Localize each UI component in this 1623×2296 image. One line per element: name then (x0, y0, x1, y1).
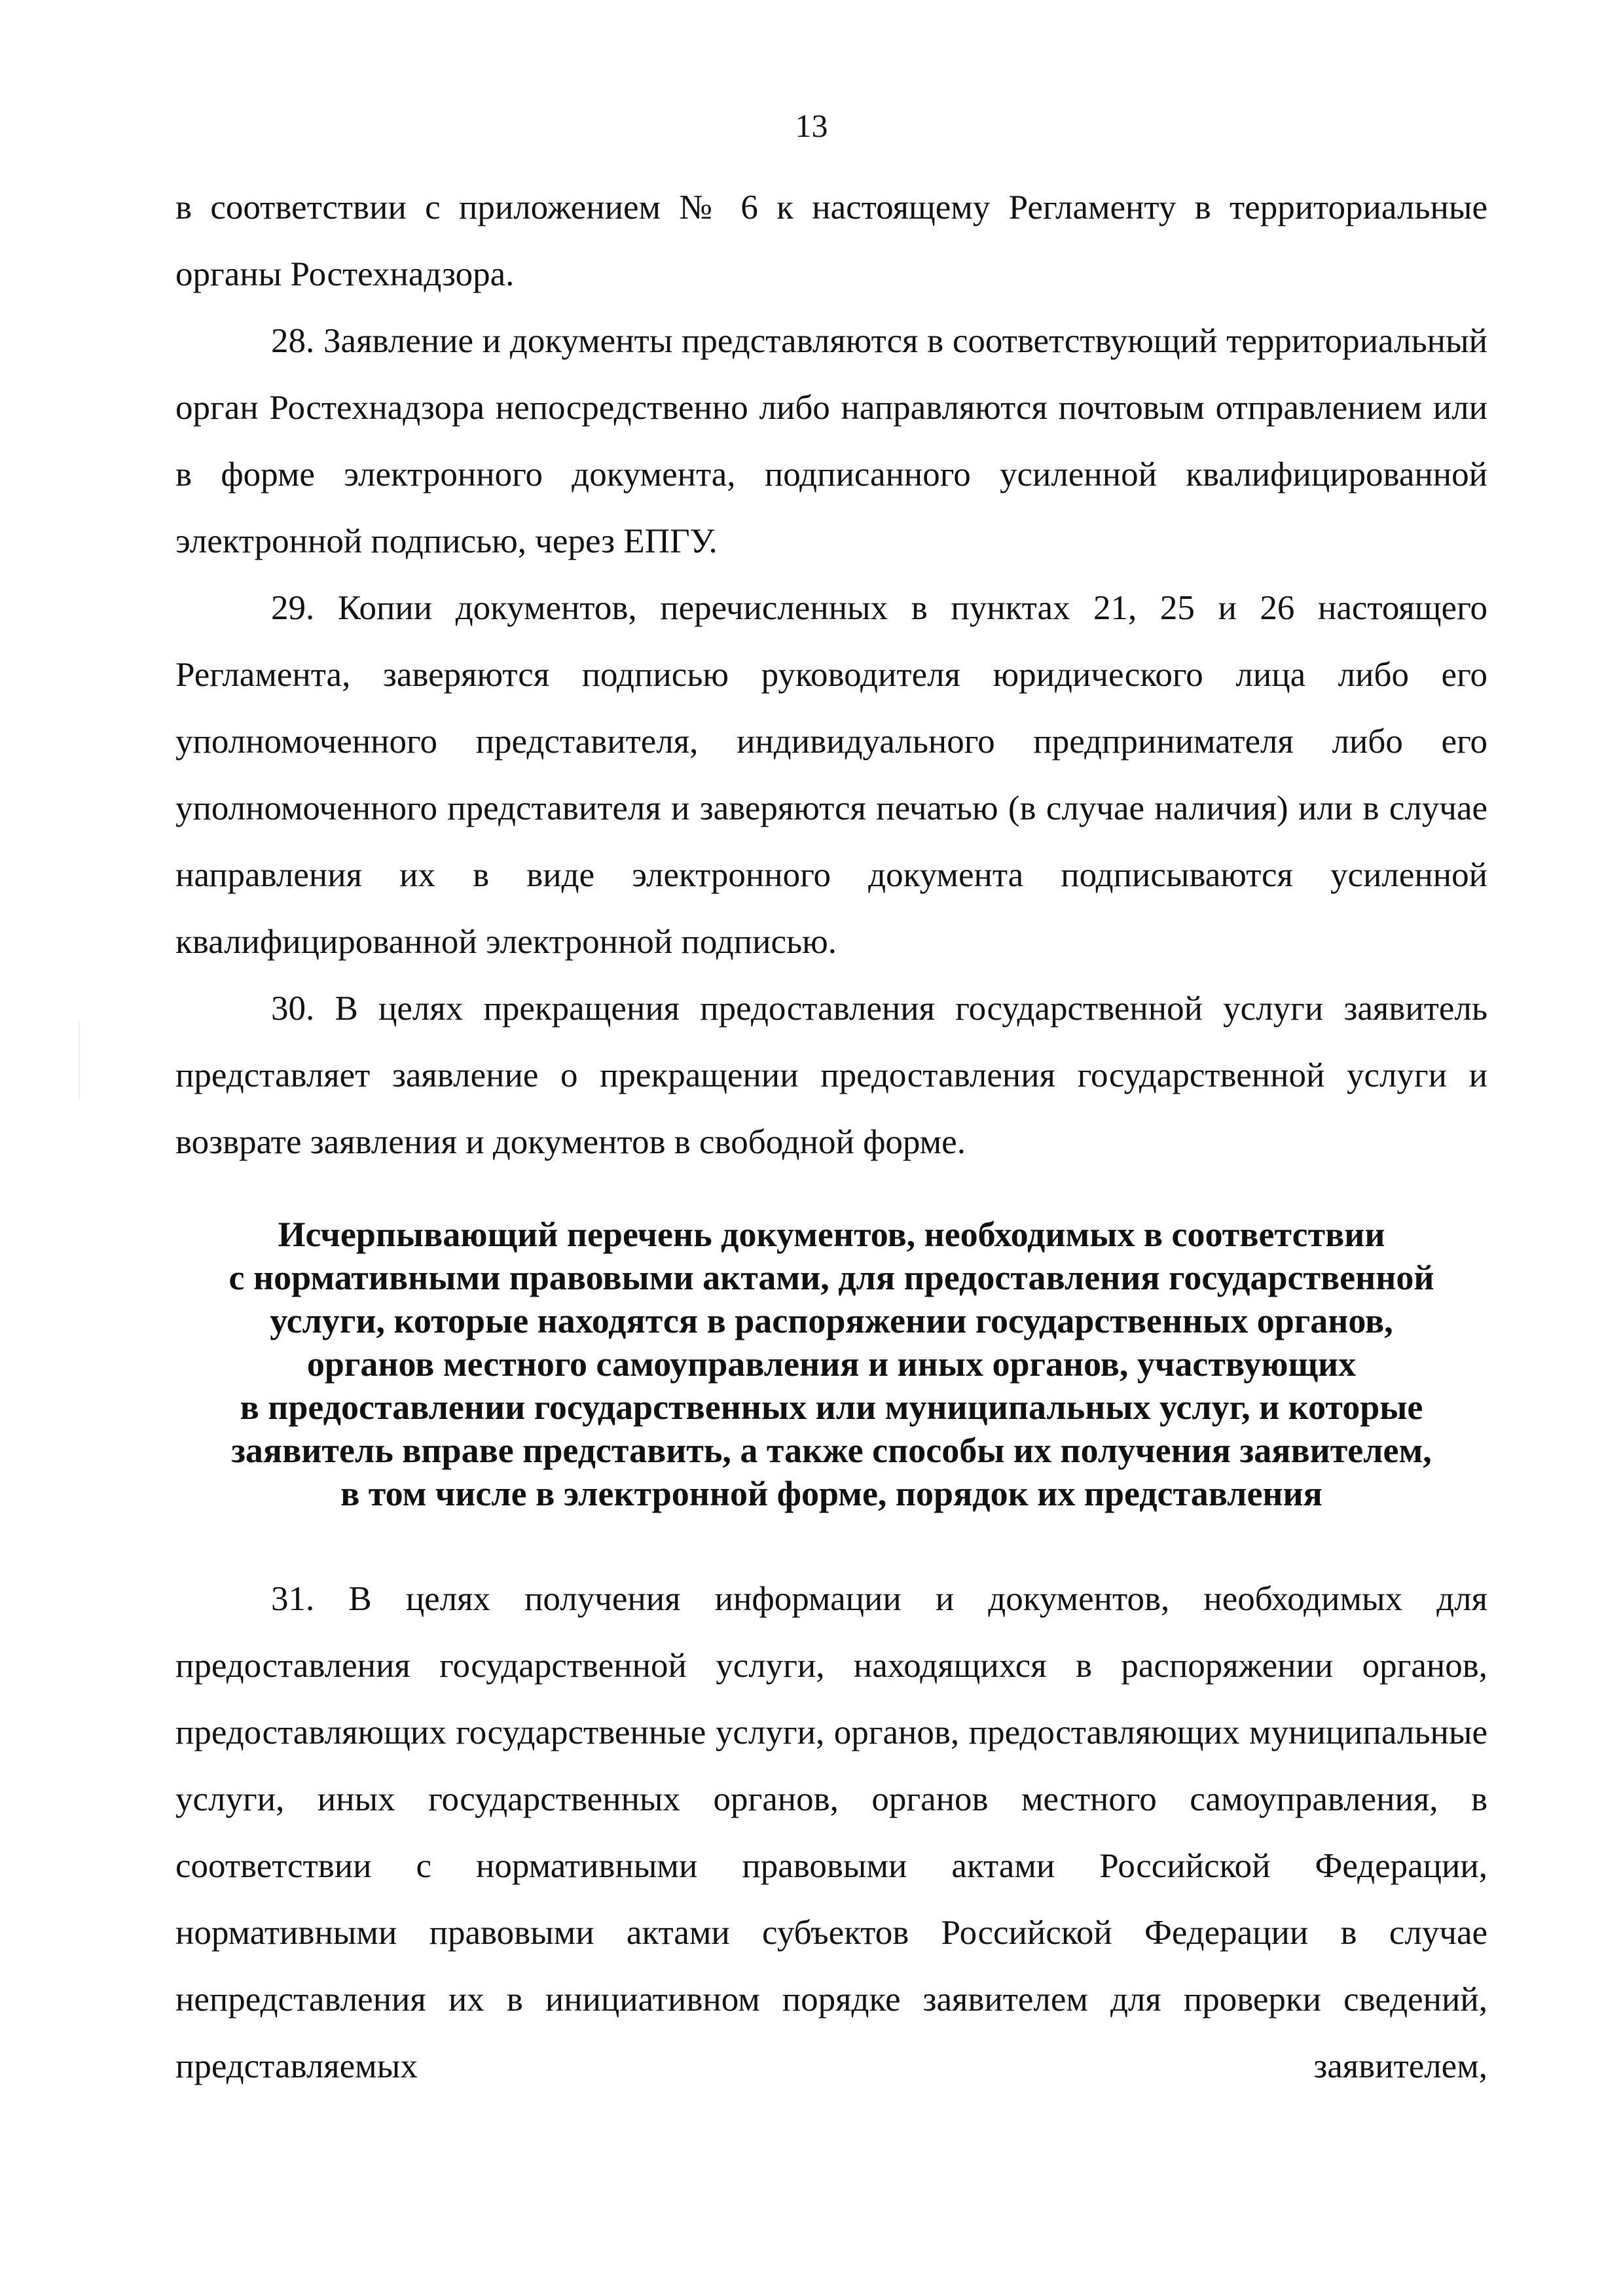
heading-line: с нормативными правовыми актами, для предоставления государственной (228, 1258, 1434, 1297)
heading-line: заявитель вправе представить, а также способы их получения заявителем, (231, 1431, 1432, 1470)
heading-line: в предоставлении государственных или муниципальных услуг, и которые (240, 1388, 1423, 1427)
page-number: 13 (795, 107, 828, 144)
paragraph-29: 29. Копии документов, перечисленных в пунктах 21, 25 и 26 настоящего Регламента, заверяются подписью руководителя юридического лица либо его уполномоченного представителя, индивидуального предпринимателя либо его уполномоченного представителя и заверяются печатью (в случае наличия) или в случае направления их в виде электронного документа подписываются усиленной квалифицированной электронной подписью. (175, 589, 1487, 961)
paragraph-28: 28. Заявление и документы представляются в соответствующий территориальный орган Ростехнадзора непосредственно либо направляются почтовым отправлением или в форме электронного документа, подписанного усиленной квалифицированной электронной подписью, через ЕПГУ. (175, 322, 1487, 560)
heading-line: в том числе в электронной форме, порядок их представления (340, 1474, 1322, 1513)
heading-line: услуги, которые находятся в распоряжении государственных органов, (270, 1301, 1393, 1340)
heading-line: Исчерпывающий перечень документов, необходимых в соответствии (278, 1215, 1385, 1254)
body-text-top (175, 174, 1487, 1175)
scan-artifact (79, 1021, 80, 1100)
paragraph-30: 30. В целях прекращения предоставления государственной услуги заявитель представляет заявление о прекращении предоставления государственной услуги и возврате заявления и документов в свободной форме. (175, 990, 1487, 1161)
body-text-bottom (175, 1566, 1487, 2100)
paragraph-31: 31. В целях получения информации и документов, необходимых для предоставления государственной услуги, находящихся в распоряжении органов, предоставляющих государственные услуги, органов, предоставляющих муниципальные услуги, иных государственных органов, органов местного самоуправления, в соответствии с нормативными правовыми актами Российской Федерации, нормативными правовыми актами субъектов Российской Федерации в случае непредставления их в инициативном порядке заявителем для проверки сведений, представляемых заявителем, (175, 1580, 1487, 2085)
section-heading (175, 1213, 1487, 1515)
heading-line: органов местного самоуправления и иных органов, участвующих (306, 1344, 1357, 1384)
paragraph-intro: в соответствии с приложением № 6 к настоящему Регламенту в территориальные органы Ростехнадзора. (175, 188, 1487, 293)
